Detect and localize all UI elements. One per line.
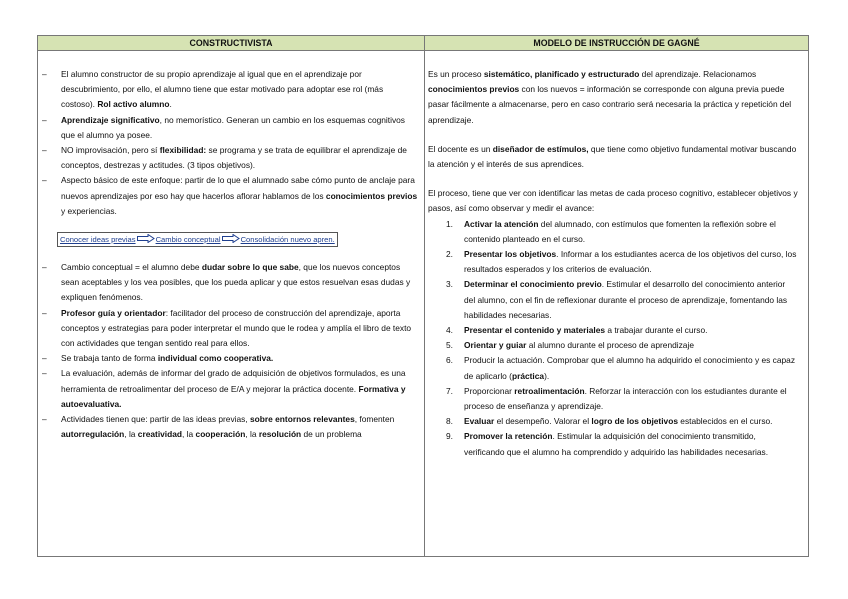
- list-item: – Aspecto básico de este enfoque: partir de lo que el alumnado sabe cómo punto de anclaje para nuevos aprendizajes por eso hay que hacerlos aflorar hablamos de los conocimientos previos y experiencias.: [38, 173, 424, 219]
- arrow-right-icon: [222, 234, 240, 243]
- list-item: – Profesor guía y orientador: facilitador del proceso de construcción del aprendizaje, aporta conceptos y estrategias para poder interpretar el mundo que le rodea y amplía el libro de texto con actividades que tengan sentido real para ellos.: [38, 306, 424, 352]
- column-divider: [424, 36, 425, 556]
- list-item: – La evaluación, además de informar del grado de adquisición de objetivos formulados, es una herramienta de retroalimentar del proceso de E/A y mejorar la práctica docente. Formativa y autoevaluativa.: [38, 366, 424, 412]
- step-number: 2.: [446, 249, 453, 260]
- step-item: 3. Determinar el conocimiento previo. Estimular el desarrollo del conocimiento anterior del alumno, con el fin de reflexionar durante el proceso de aprendizaje, fomentando las habilidades necesarias.: [446, 279, 788, 320]
- step-item: 5. Orientar y guiar al alumno durante el proceso de aprendizaje: [426, 338, 806, 353]
- gagne-paragraphs: [426, 67, 806, 217]
- header-gagne: MODELO DE INSTRUCCIÓN DE GAGNÉ: [425, 36, 808, 51]
- list-item: – Cambio conceptual = el alumno debe dudar sobre lo que sabe, que los nuevos conceptos sean aceptables y los vea posibles, que los pueda aplicar y que estos resuelvan esas dudas y expliquen fenómenos.: [38, 260, 424, 306]
- step-number: 3.: [446, 279, 453, 290]
- step-number: 9.: [446, 431, 453, 442]
- step-item: 2. Presentar los objetivos. Informar a los estudiantes acerca de los objetivos del curso, los resultados esperados y los criterios de evaluación.: [446, 249, 797, 275]
- step-item: 4. Presentar el contenido y materiales a trabajar durante el curso.: [426, 323, 806, 338]
- step-item: 6. Producir la actuación. Comprobar que el alumno ha adquirido el conocimiento y es capaz de aplicarlo (práctica).: [446, 355, 796, 381]
- constructivista-list-a: [38, 67, 424, 219]
- step-number: 1.: [446, 218, 453, 229]
- step-item: 8. Evaluar el desempeño. Valorar el logro de los objetivos establecidos en el curso.: [426, 414, 806, 429]
- step-item: 7. Proporcionar retroalimentación. Reforzar la interacción con los estudiantes durante el proceso de enseñanza y aprendizaje.: [446, 385, 787, 412]
- list-item: – Aprendizaje significativo, no memorístico. Generan un cambio en los esquemas cognitivos que el alumno ya posee.: [38, 113, 424, 143]
- step-number: 7.: [446, 385, 453, 396]
- header-constructivista: CONSTRUCTIVISTA: [38, 36, 425, 51]
- flow-step-3: Consolidación nuevo apren.: [240, 235, 335, 245]
- gagne-column: [426, 51, 806, 460]
- step-number: 5.: [446, 340, 453, 351]
- paragraph: El docente es un diseñador de estímulos, que tiene como objetivo fundamental motivar buscando la atención y el interés de sus aprendices.: [428, 143, 797, 170]
- list-item: – NO improvisación, pero sí flexibilidad: se programa y se trata de equilibrar el aprendizaje de conceptos, destrezas y actitudes. (3 tipos objetivos).: [38, 143, 424, 173]
- constructivista-list-b: [38, 260, 424, 442]
- step-number: 4.: [446, 325, 453, 336]
- flow-step-1: Conocer ideas previas: [60, 235, 136, 245]
- arrow-right-icon: [137, 234, 155, 243]
- paragraph: El proceso, tiene que ver con identificar las metas de cada proceso cognitivo, establecer objetivos y pasos, así como observar y medir el avance:: [428, 188, 798, 214]
- constructivista-column: [38, 51, 424, 442]
- step-item: 9. Promover la retención. Estimular la adquisición del conocimiento transmitido, verificando que el alumno ha comprendido y adquirido las habilidades necesarias.: [446, 431, 769, 457]
- list-item: – Se trabaja tanto de forma individual como cooperativa.: [38, 351, 424, 366]
- flow-step-2: Cambio conceptual: [155, 235, 221, 245]
- step-item: 1. Activar la atención del alumnado, con estímulos que fomenten la reflexión sobre el contenido planteado en el curso.: [446, 218, 776, 244]
- paragraph: Es un proceso sistemático, planificado y estructurado del aprendizaje. Relacionamos conocimientos previos con los nuevos = información se corresponde con alguna previa puede pasar fácilmente a almacenarse, pero en caso contrario será necesaria la práctica y repetición del aprendizaje.: [428, 69, 792, 125]
- list-item: – Actividades tienen que: partir de las ideas previas, sobre entornos relevantes, fomenten autorregulación, la creatividad, la cooperación, la resolución de un problema: [38, 412, 424, 442]
- comparison-table: [37, 35, 809, 557]
- list-item: – El alumno constructor de su propio aprendizaje al igual que en el aprendizaje por descubrimiento, por ello, el alumno tiene que estar motivado para adoptar ese rol (más costoso). Rol activo alumno.: [38, 67, 424, 113]
- step-number: 6.: [446, 355, 453, 366]
- step-number: 8.: [446, 416, 453, 427]
- learning-flow: [57, 232, 338, 247]
- gagne-steps: [426, 217, 806, 460]
